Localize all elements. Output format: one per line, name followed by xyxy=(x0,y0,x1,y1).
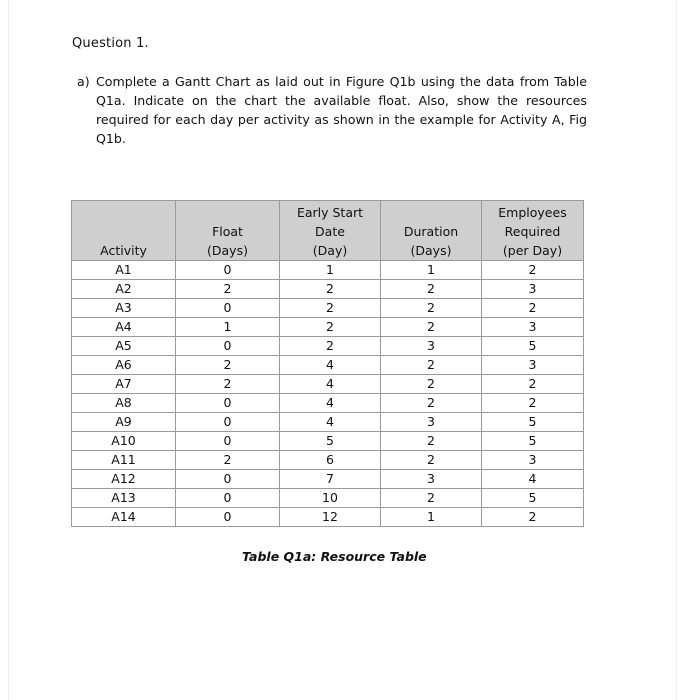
cell-early-start: 4 xyxy=(280,394,381,413)
cell-float: 0 xyxy=(176,489,280,508)
table-row xyxy=(72,489,584,508)
part-text: Complete a Gantt Chart as laid out in Figure Q1b using the data from Table Q1a. Indicate on the chart the available float. Also, show the resources required for each day per activity as shown in the example for Activity A, Fig Q1b. xyxy=(96,74,587,146)
cell-activity: A1 xyxy=(72,261,176,280)
cell-activity: A4 xyxy=(72,318,176,337)
cell-float: 2 xyxy=(176,280,280,299)
table-row xyxy=(72,451,584,470)
cell-duration: 3 xyxy=(381,470,482,489)
cell-activity: A14 xyxy=(72,508,176,527)
cell-early-start: 4 xyxy=(280,356,381,375)
table-row xyxy=(72,413,584,432)
table-body xyxy=(72,261,584,527)
question-part-a xyxy=(77,72,587,148)
header-duration: Duration (Days) xyxy=(381,201,482,261)
cell-early-start: 2 xyxy=(280,299,381,318)
cell-float: 0 xyxy=(176,261,280,280)
cell-early-start: 7 xyxy=(280,470,381,489)
cell-float: 0 xyxy=(176,432,280,451)
cell-early-start: 1 xyxy=(280,261,381,280)
cell-activity: A11 xyxy=(72,451,176,470)
cell-activity: A13 xyxy=(72,489,176,508)
table-row xyxy=(72,261,584,280)
table-row xyxy=(72,299,584,318)
cell-employees: 3 xyxy=(482,451,584,470)
cell-duration: 1 xyxy=(381,261,482,280)
cell-activity: A12 xyxy=(72,470,176,489)
cell-duration: 2 xyxy=(381,432,482,451)
cell-employees: 2 xyxy=(482,394,584,413)
cell-duration: 2 xyxy=(381,299,482,318)
cell-float: 2 xyxy=(176,375,280,394)
cell-early-start: 4 xyxy=(280,413,381,432)
cell-early-start: 12 xyxy=(280,508,381,527)
cell-early-start: 4 xyxy=(280,375,381,394)
cell-early-start: 10 xyxy=(280,489,381,508)
cell-duration: 3 xyxy=(381,337,482,356)
table-row xyxy=(72,432,584,451)
header-activity: Activity xyxy=(72,201,176,261)
table-row xyxy=(72,508,584,527)
cell-employees: 2 xyxy=(482,508,584,527)
cell-float: 0 xyxy=(176,337,280,356)
cell-duration: 2 xyxy=(381,375,482,394)
cell-float: 0 xyxy=(176,470,280,489)
table-row xyxy=(72,394,584,413)
cell-duration: 1 xyxy=(381,508,482,527)
cell-float: 2 xyxy=(176,356,280,375)
header-early-start: Early Start Date (Day) xyxy=(280,201,381,261)
cell-employees: 2 xyxy=(482,261,584,280)
cell-employees: 2 xyxy=(482,299,584,318)
cell-duration: 2 xyxy=(381,280,482,299)
cell-employees: 5 xyxy=(482,413,584,432)
cell-employees: 2 xyxy=(482,375,584,394)
table-caption: Table Q1a: Resource Table xyxy=(242,549,427,564)
header-employees: Employees Required (per Day) xyxy=(482,201,584,261)
cell-employees: 4 xyxy=(482,470,584,489)
cell-employees: 5 xyxy=(482,337,584,356)
cell-employees: 3 xyxy=(482,280,584,299)
cell-duration: 3 xyxy=(381,413,482,432)
header-float: Float (Days) xyxy=(176,201,280,261)
cell-early-start: 6 xyxy=(280,451,381,470)
cell-activity: A6 xyxy=(72,356,176,375)
resource-table xyxy=(71,200,584,527)
cell-employees: 5 xyxy=(482,432,584,451)
cell-employees: 5 xyxy=(482,489,584,508)
cell-float: 0 xyxy=(176,508,280,527)
cell-early-start: 2 xyxy=(280,280,381,299)
table-row xyxy=(72,337,584,356)
header-row xyxy=(72,201,584,261)
cell-activity: A7 xyxy=(72,375,176,394)
cell-employees: 3 xyxy=(482,356,584,375)
cell-duration: 2 xyxy=(381,394,482,413)
table-row xyxy=(72,356,584,375)
cell-duration: 2 xyxy=(381,318,482,337)
cell-activity: A3 xyxy=(72,299,176,318)
cell-early-start: 2 xyxy=(280,337,381,356)
cell-float: 0 xyxy=(176,299,280,318)
cell-duration: 2 xyxy=(381,489,482,508)
cell-activity: A10 xyxy=(72,432,176,451)
cell-float: 0 xyxy=(176,413,280,432)
cell-float: 0 xyxy=(176,394,280,413)
cell-employees: 3 xyxy=(482,318,584,337)
cell-activity: A5 xyxy=(72,337,176,356)
part-label: a) xyxy=(77,74,90,89)
cell-float: 1 xyxy=(176,318,280,337)
cell-early-start: 2 xyxy=(280,318,381,337)
cell-activity: A9 xyxy=(72,413,176,432)
cell-early-start: 5 xyxy=(280,432,381,451)
table-row xyxy=(72,280,584,299)
table-row xyxy=(72,470,584,489)
cell-activity: A8 xyxy=(72,394,176,413)
question-title: Question 1. xyxy=(72,36,149,51)
table-row xyxy=(72,375,584,394)
table-row xyxy=(72,318,584,337)
cell-float: 2 xyxy=(176,451,280,470)
cell-duration: 2 xyxy=(381,451,482,470)
cell-duration: 2 xyxy=(381,356,482,375)
cell-activity: A2 xyxy=(72,280,176,299)
